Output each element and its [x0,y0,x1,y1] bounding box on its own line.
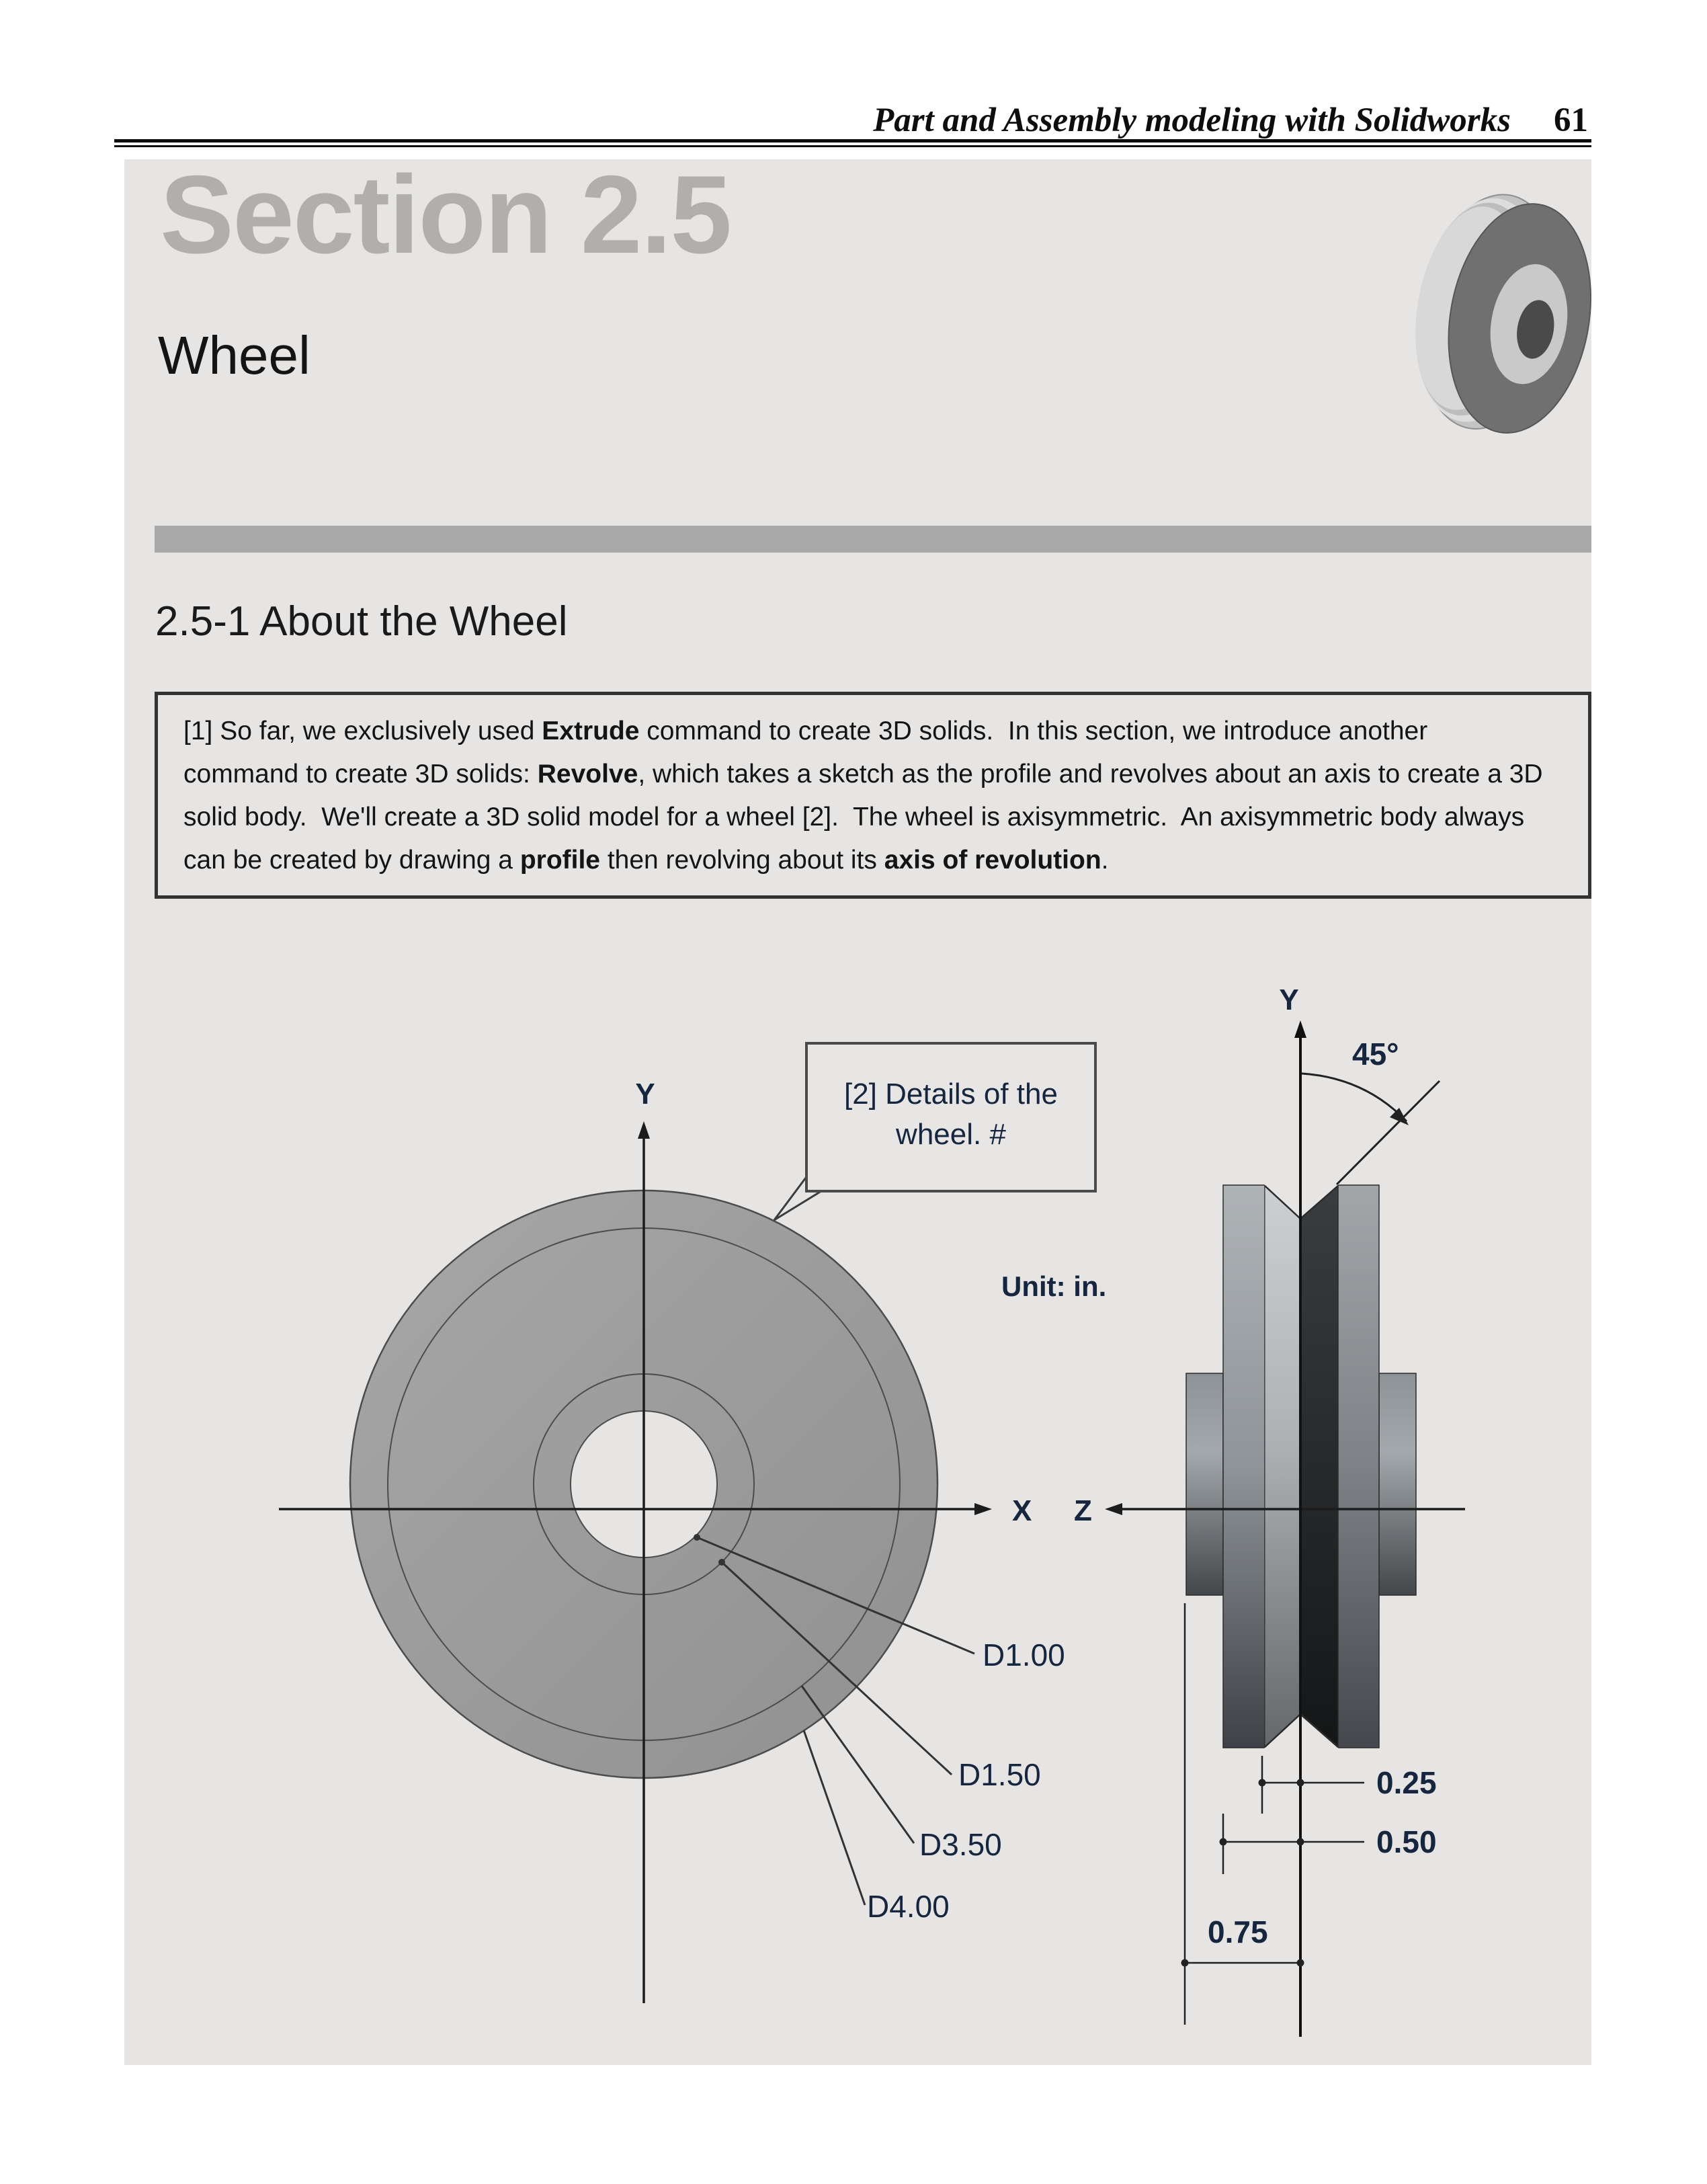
front-x-axis-label: X [1012,1494,1032,1527]
wheel-drawing [124,894,1591,2065]
header-rule-thin [114,145,1591,147]
running-head [873,101,1588,140]
callout-text-line1: [2] Details of the [844,1078,1058,1110]
section-subtitle: Wheel [158,325,310,385]
callout-text-line2: wheel. # [896,1118,1006,1151]
label-d400: D4.00 [867,1889,950,1924]
side-groove-flank-dark [1300,1185,1338,1748]
dim-dot [1297,1838,1304,1846]
front-view [279,1078,1032,2003]
content-panel [124,153,1591,2065]
intro-text-box: [1] So far, we exclusively used Extrude command to create 3D solids. In this section, we introduce another command to create 3D solids: Revolve, which takes a sketch as the profile and revolves about an axis to create a 3D solid body. We'll create a 3D solid model for a wheel [2]. The wheel is axisymmetric. An axisymmetric body always can be created by drawing a profile then revolving about its axis of revolution. [155,692,1591,899]
width-label-050: 0.50 [1376,1824,1437,1859]
dim-dot [1181,1959,1189,1967]
unit-note: Unit: in. [1001,1270,1107,1302]
side-z-axis-arrow [1105,1503,1122,1515]
side-rim-right [1338,1185,1379,1748]
side-y-axis-arrow [1294,1020,1306,1038]
section-title: Section 2.5 [160,153,731,276]
subsection-heading: 2.5-1 About the Wheel [155,598,568,645]
side-hub-right [1379,1373,1416,1595]
callout-box [806,1043,1095,1191]
side-y-axis-label: Y [1279,983,1299,1016]
side-view [1074,983,1465,2037]
width-label-075: 0.75 [1208,1914,1268,1949]
front-y-axis-label: Y [635,1078,655,1110]
label-d350: D3.50 [919,1827,1002,1862]
leader-dot-d150 [718,1559,725,1566]
width-label-025: 0.25 [1376,1765,1437,1800]
front-x-axis-arrow [974,1503,992,1515]
header-rule-thick [114,139,1591,143]
side-groove-flank-light [1265,1185,1300,1748]
running-head-title: Part and Assembly modeling with Solidworks [873,102,1511,139]
label-d100: D1.00 [983,1637,1065,1672]
page-number: 61 [1554,102,1588,139]
groove-angle-label: 45° [1352,1037,1399,1071]
section-divider-bar [155,526,1591,553]
dim-dot [1297,1959,1304,1967]
label-d150: D1.50 [958,1757,1041,1792]
side-rim-left [1223,1185,1265,1748]
dim-dot [1297,1779,1304,1787]
dim-dot [1259,1779,1266,1787]
leader-dot-d100 [694,1534,700,1541]
side-z-axis-label: Z [1074,1494,1092,1527]
wheel-3d-image [1405,183,1599,445]
front-y-axis-arrow [638,1121,650,1139]
callout [774,1043,1095,1220]
side-hub-left [1186,1373,1223,1595]
dim-dot [1220,1838,1227,1846]
groove-angle-arc [1302,1074,1407,1121]
groove-angle-line [1337,1081,1440,1184]
